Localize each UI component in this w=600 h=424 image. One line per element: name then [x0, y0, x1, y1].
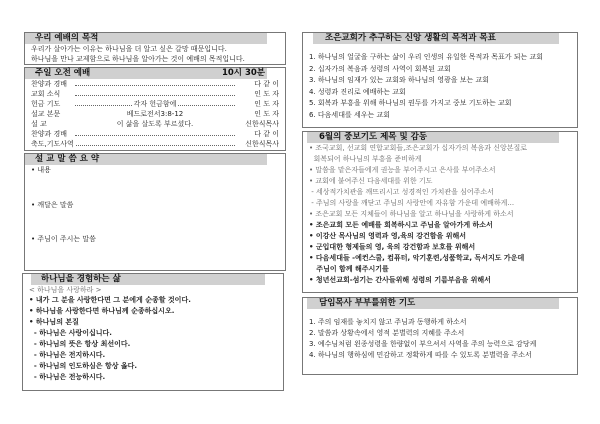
church-goals-box — [302, 32, 578, 128]
pastor-prayer-box — [302, 297, 578, 375]
experience-item: - 하나님은 전능하시다. — [29, 373, 106, 381]
dot-leader — [178, 99, 235, 106]
experience-item: • 하나님을 사랑한다면 하나님께 순종하십시오. — [29, 307, 175, 315]
sermon-item: • 주님이 주시는 말씀 — [31, 235, 96, 243]
experience-box — [22, 273, 284, 391]
experience-item: - 하나님은 사랑이십니다. — [29, 329, 112, 337]
experience-item: • 내가 그 분을 사랑한다면 그 분에게 순종할 것이다. — [29, 296, 191, 304]
experience-item: - 하나님은 전지하시다. — [29, 351, 106, 359]
worship-row — [25, 109, 285, 119]
goal-item: 2. 십자가의 복음과 성령의 사역이 회복된 교회 — [309, 64, 451, 73]
prayer-item: • 청년선교회-섬기는 간사들위해 성령의 기름부음을 위해서 — [309, 276, 491, 284]
worship-order-box — [24, 67, 286, 151]
prayer-item: • 교회에 붙여주신 다음세대를 위한 기도 — [309, 177, 433, 185]
prayer-item: • 조은교회 모든 지체들이 하나님을 알고 하나님을 사랑하게 하소서 — [309, 210, 514, 218]
sermon-item: • 깨달은 말씀 — [31, 200, 74, 209]
worship-leader: 신한식목사 — [245, 120, 279, 128]
worship-detail: 각자 헌금함에 — [133, 100, 177, 108]
experience-item: • 하나님의 본질 — [29, 318, 79, 326]
pastor-prayer-item: 2. 말씀과 상황속에서 영적 분별력의 지혜를 주소서 — [309, 329, 465, 337]
worship-leader: 인 도 자 — [254, 110, 279, 118]
goal-item: 3. 하나님의 임재가 있는 교회와 하나님의 영광을 보는 교회 — [309, 76, 490, 84]
experience-item: - 하나님의 인도하심은 항상 옳다. — [29, 362, 138, 370]
worship-leader: 다 같 이 — [254, 130, 279, 138]
worship-time: 10시 30분 — [221, 68, 265, 78]
pastor-prayer-item: 4. 하나님의 행하심에 민감하고 정확하게 따를 수 있도록 분별력을 주소서 — [309, 351, 532, 359]
pastor-prayer-item: 1. 주의 임재를 놓치지 않고 주님과 동행하게 하소서 — [309, 318, 467, 326]
worship-item: 교회 소식 — [31, 90, 61, 98]
worship-row — [25, 99, 285, 109]
dot-leader — [75, 129, 235, 136]
goal-item: 5. 회복과 부흥을 위해 하나님의 꿘두를 가지고 중보 기도하는 교회 — [309, 99, 512, 107]
section-title: 주일 오전 예배 — [35, 68, 91, 78]
worship-item: 헌금 기도 — [31, 100, 61, 108]
worship-detail: 이 삶을 살도록 부르셨다. — [116, 120, 194, 128]
goal-item: 4. 성령과 진리로 예배하는 교회 — [309, 87, 406, 96]
section-title: 담임목사 부부를위한 기도 — [307, 298, 559, 309]
worship-leader: 인 도 자 — [254, 100, 279, 108]
sermon-summary-box — [24, 153, 286, 271]
worship-item: 찬양과 경배 — [31, 130, 68, 138]
section-title: 우리 예배의 목적 — [25, 33, 267, 44]
dot-leader — [76, 139, 235, 146]
worship-item: 축도,기도사역 — [31, 140, 74, 148]
worship-row — [25, 129, 285, 139]
dot-leader — [75, 89, 235, 96]
section-title: 하나님을 경험하는 삶 — [31, 274, 265, 285]
section-title: 조은교회가 추구하는 신앙 생활의 목적과 목표 — [313, 33, 559, 44]
section-title: 설 교 말 씀 요 약 — [25, 154, 267, 165]
prayer-item: - 주님의 사랑을 깨닫고 주님의 사랑안에 자유함 가운데 예배하게... — [309, 199, 515, 207]
prayer-item: - 세상적가치관을 깨뜨리시고 성경적인 가치관을 심어주소서 — [309, 188, 494, 196]
prayer-item: 주님이 함께 해주시기를 — [309, 265, 389, 273]
worship-detail: 베드로전서3:8-12 — [126, 110, 184, 118]
worship-leader: 인 도 자 — [254, 90, 279, 98]
section-title: 6월의 중보기도 제목 및 감동 — [307, 132, 559, 143]
prayer-item: • 다음세대들 -예컨스쿨, 컴퓨터, 악기훈련,성품학교, 독서지도 가운데 — [309, 254, 525, 262]
prayer-item: • 이강산 목사님의 영력과 영,육의 강건함을 위해서 — [309, 232, 466, 240]
worship-row — [25, 139, 285, 149]
sermon-item: • 내용 — [31, 166, 51, 174]
worship-leader: 다 같 이 — [254, 80, 279, 88]
dot-leader — [75, 99, 132, 106]
worship-purpose-box — [24, 32, 286, 65]
pastor-prayer-item: 3. 예수님처럼 왼종성령을 한량없이 부으셔서 사역을 주의 능력으로 감당케 — [309, 340, 537, 348]
prayer-item: 회복되어 하나님의 부흥을 준비하게 — [309, 155, 422, 163]
intercession-box — [302, 131, 578, 293]
worship-leader: 신한식목사 — [245, 140, 279, 148]
text-line: 우리가 살아가는 이유는 하나님을 더 알고 싶은 갈망 때문입니다. — [31, 45, 227, 53]
worship-item: 설 교 — [31, 120, 47, 128]
prayer-item: • 조은교회 모든 예배를 회복하시고 주님을 알아가게 하소서 — [309, 221, 493, 229]
prayer-item: • 조국교회, 선교회 연합교회들,조은교회가 십자가의 복음과 신앙본질로 — [309, 144, 528, 152]
worship-item: 찬양과 경배 — [31, 80, 68, 88]
worship-row — [25, 79, 285, 89]
worship-row — [25, 89, 285, 99]
dot-leader — [75, 79, 235, 86]
subtitle: < 하나님을 사랑하라 > — [29, 286, 102, 294]
text-line: 하나님을 만나 교제함으로 하나님을 알아가는 것이 예배의 목적입니다. — [31, 55, 245, 63]
goal-item: 6. 다음세대를 세우는 교회 — [309, 110, 390, 119]
goal-item: 1. 하나님의 얼굴을 구하는 삶이 우리 인생의 유일한 목적과 목표가 되는 교회 — [309, 53, 544, 61]
worship-item: 설교 본문 — [31, 110, 61, 118]
prayer-item: • 군입대한 형제들의 영, 육의 강건함과 보호를 위해서 — [309, 243, 476, 251]
worship-row — [25, 119, 285, 129]
experience-item: - 하나님의 뜻은 항상 최선이다. — [29, 340, 131, 348]
prayer-item: • 말씀을 맡은자들에게 권능을 부어주시고 은사를 부어주소서 — [309, 166, 496, 174]
